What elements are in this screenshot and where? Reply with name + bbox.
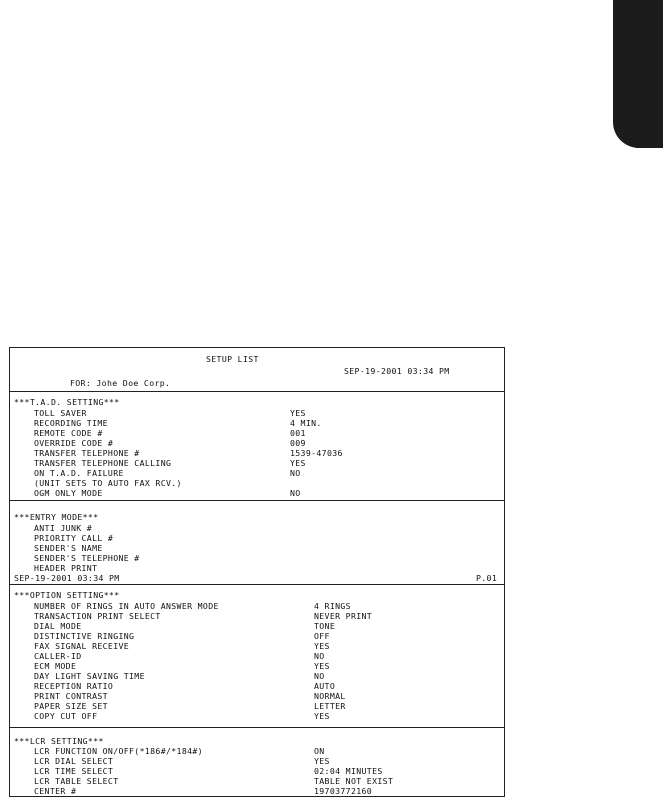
setting-label: RECEPTION RATIO (34, 681, 114, 691)
setting-row (10, 611, 504, 621)
report-timestamp: SEP-19-2001 03:34 PM (344, 366, 450, 376)
section-header-lcr: ***LCR SETTING*** (14, 736, 104, 746)
setting-row (10, 488, 504, 498)
setting-row (10, 786, 504, 796)
setting-row (10, 641, 504, 651)
setting-label: TRANSACTION PRINT SELECT (34, 611, 161, 621)
setting-value: 001 (290, 428, 306, 438)
setting-value: YES (314, 661, 330, 671)
setting-row (10, 448, 504, 458)
setting-label: PAPER SIZE SET (34, 701, 108, 711)
setting-label: CALLER-ID (34, 651, 82, 661)
setting-row (10, 746, 504, 756)
setting-label: COPY CUT OFF (34, 711, 98, 721)
setting-row (10, 756, 504, 766)
setting-label: NUMBER OF RINGS IN AUTO ANSWER MODE (34, 601, 219, 611)
setting-row (10, 701, 504, 711)
setting-label: RECORDING TIME (34, 418, 108, 428)
setting-label: ON T.A.D. FAILURE (34, 468, 124, 478)
setting-value: OFF (314, 631, 330, 641)
setting-row (10, 523, 504, 533)
setting-value: TONE (314, 621, 336, 631)
setting-value: 02:04 MINUTES (314, 766, 383, 776)
report-for-line: FOR: Johe Doe Corp. (70, 378, 171, 388)
setting-value: 4 RINGS (314, 601, 351, 611)
setting-label: LCR DIAL SELECT (34, 756, 114, 766)
setting-value: NO (314, 651, 325, 661)
setting-label: TRANSFER TELEPHONE CALLING (34, 458, 172, 468)
setting-label: OVERRIDE CODE # (34, 438, 114, 448)
setting-row (10, 621, 504, 631)
setting-row (10, 458, 504, 468)
setting-value: 19703772160 (314, 786, 373, 796)
setting-value: TABLE NOT EXIST (314, 776, 394, 786)
report-title: SETUP LIST (206, 354, 259, 364)
setting-value: LETTER (314, 701, 346, 711)
setting-value: NO (314, 671, 325, 681)
setting-label: OGM ONLY MODE (34, 488, 103, 498)
setting-label: LCR TIME SELECT (34, 766, 114, 776)
divider-tad (10, 500, 504, 501)
setting-row (10, 428, 504, 438)
setting-value: NEVER PRINT (314, 611, 373, 621)
setting-label: TRANSFER TELEPHONE # (34, 448, 140, 458)
setting-row (10, 651, 504, 661)
setting-value: YES (314, 711, 330, 721)
setting-label: FAX SIGNAL RECEIVE (34, 641, 130, 651)
divider-option (10, 727, 504, 728)
setting-label: (UNIT SETS TO AUTO FAX RCV.) (34, 478, 182, 488)
setting-row (10, 711, 504, 721)
setting-label: SENDER'S NAME (34, 543, 103, 553)
setting-label: CENTER # (34, 786, 77, 796)
setting-value: 4 MIN. (290, 418, 322, 428)
setting-label: DAY LIGHT SAVING TIME (34, 671, 145, 681)
setting-row (10, 418, 504, 428)
setting-row (10, 766, 504, 776)
footer-date: SEP-19-2001 03:34 PM (14, 573, 120, 583)
setting-row (10, 601, 504, 611)
divider-entry (10, 584, 504, 585)
setting-value: NORMAL (314, 691, 346, 701)
setting-value: YES (290, 458, 306, 468)
setting-row (10, 563, 504, 573)
setting-row (10, 408, 504, 418)
divider-top (10, 391, 504, 392)
section-header-tad: ***T.A.D. SETTING*** (14, 397, 120, 407)
setting-label: PRIORITY CALL # (34, 533, 114, 543)
setting-label: HEADER PRINT (34, 563, 98, 573)
section-header-entry: ***ENTRY MODE*** (14, 512, 99, 522)
setting-label: ANTI JUNK # (34, 523, 93, 533)
setting-value: YES (314, 756, 330, 766)
setting-row (10, 553, 504, 563)
setup-list-printout (9, 347, 505, 797)
setting-row (10, 438, 504, 448)
setting-value: AUTO (314, 681, 336, 691)
setting-row (10, 533, 504, 543)
setting-row (10, 543, 504, 553)
setting-label: LCR TABLE SELECT (34, 776, 119, 786)
setting-label: TOLL SAVER (34, 408, 87, 418)
setting-row (10, 631, 504, 641)
setting-label: ECM MODE (34, 661, 77, 671)
black-chapter-tab (613, 0, 663, 148)
setting-value: NO (290, 488, 301, 498)
setting-label: PRINT CONTRAST (34, 691, 108, 701)
setting-row (10, 478, 504, 488)
setting-value: YES (290, 408, 306, 418)
setting-value: NO (290, 468, 301, 478)
setting-row (10, 468, 504, 478)
setting-value: ON (314, 746, 325, 756)
section-header-option: ***OPTION SETTING*** (14, 590, 120, 600)
setting-label: DISTINCTIVE RINGING (34, 631, 135, 641)
setting-label: LCR FUNCTION ON/OFF(*186#/*184#) (34, 746, 203, 756)
setting-row (10, 691, 504, 701)
setting-row (10, 671, 504, 681)
setting-row (10, 661, 504, 671)
setting-label: REMOTE CODE # (34, 428, 103, 438)
setting-label: DIAL MODE (34, 621, 82, 631)
setting-row (10, 681, 504, 691)
setting-row (10, 776, 504, 786)
setting-value: YES (314, 641, 330, 651)
setting-label: SENDER'S TELEPHONE # (34, 553, 140, 563)
setting-value: 009 (290, 438, 306, 448)
page-number: P.01 (476, 573, 498, 583)
setting-value: 1539-47036 (290, 448, 343, 458)
